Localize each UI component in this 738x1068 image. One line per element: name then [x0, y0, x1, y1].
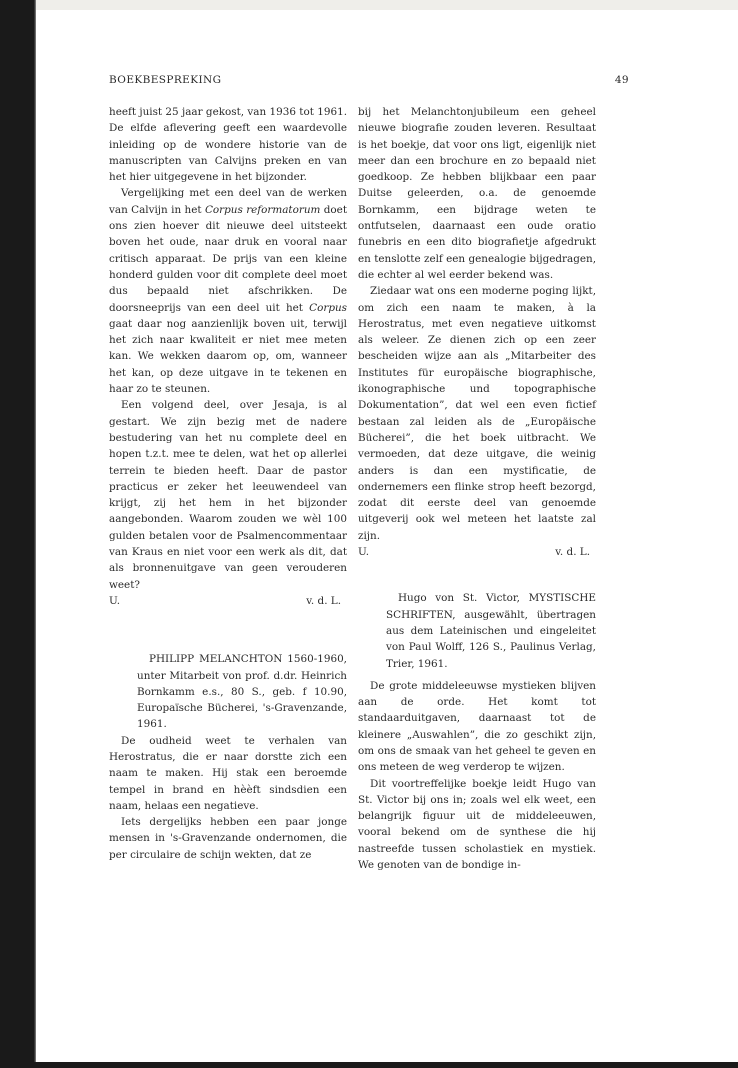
left-paragraph-4: De oudheid weet te verhalen van Herostratus, die er naar dorstte zich een naam te maken. Hij stak een beroemde tempel in brand en hèèft sindsdien een naam, helaas een negatieve. — [109, 734, 347, 812]
left-column — [109, 104, 347, 863]
right-paragraph-3: De grote middeleeuwse mystieken blijven aan de orde. Het komt tot standaarduitgaven, daarnaast tot de kleinere „Auswahlen”, die zo geschikt zijn, om ons de smaak van het geheel te geven en ons meteen de weg verderop te wijzen. — [358, 679, 596, 774]
left-paragraph-5: Iets dergelijks hebben een paar jonge mensen in 's-Gravenzande ondernomen, die per circulaire de schijn wekten, dat ze — [109, 816, 347, 861]
right-paragraph-2: Ziedaar wat ons een moderne poging lijkt, om zich een naam te maken, à la Herostratus, met even negatieve uitkomst als weleer. Ze dienen zich op een zeer bescheiden wijze aan als „Mitarbeiter des Institutes für europäische biographische, ikonographische und topographische Dokumentation”, dat wel een even fictief bestaan zal leiden als de „Europäische Bücherei”, die het boek uitbracht. We vermoeden, dat deze uitgave, die weinig anders is dan een mystificatie, de ondernemers een flinke strop heeft bezorgd, zodat dit eerste deel van genoemde uitgeverij ook wel meteen het laatste zal zijn. — [358, 285, 596, 542]
signature-author: v. d. L. — [306, 594, 341, 607]
right-column — [358, 104, 596, 873]
right-paragraph-1: bij het Melanchtonjubileum een geheel nieuwe biografie zouden leveren. Resultaat is het boekje, dat voor ons ligt, eigenlijk niet meer dan een brochure en zo bepaald niet goedkoop. Ze hebben blijkbaar een paar Duitse geleerden, o.a. de genoemde Bornkamm, een bijdrage weten te ontfutselen, daarnaast een oude oratio funebris en een dito biografietje afgedrukt en tenslotte zelf een genealogie bijgedragen, die echter al wel eerder bekend was. — [358, 106, 596, 281]
corpus-reformatorum-title: Corpus reformatorum — [204, 203, 321, 216]
right-paragraph-4: Dit voortreffelijke boekje leidt Hugo van St. Victor bij ons in; zoals wel elk weet, een belangrijk figuur uit de middeleeuwen, vooral bekend om de synthese die hij nastreefde tussen scholastiek en mystiek. We genoten van de bondige in- — [358, 777, 596, 872]
left-paragraph-1: heeft juist 25 jaar gekost, van 1936 tot 1961. De elfde aflevering geeft een waardevolle inleiding op de wondere historie van de manuscripten van Calvijns preken en van het hier uitgegevene in het bijzonder. — [109, 106, 347, 184]
left-paragraph-3: Een volgend deel, over Jesaja, is al gestart. We zijn bezig met de nadere bestudering van het nu complete deel en hopen t.z.t. mee te delen, wat het op allerlei terrein te bieden heeft. Daar de pastor practicus er zeker het leeuwendeel van krijgt, zij het hem in het bijzonder aangebonden. Waarom zouden we wèl 100 gulden betalen voor de Psalmencommentaar van Kraus en niet voor een werk als dit, dat als bronnenuitgave van geen verouderen weet? — [109, 399, 347, 591]
signature-initial: U. — [358, 546, 370, 559]
corpus-title: Corpus — [309, 301, 347, 314]
left-paragraph-2: Vergelijking met een deel van de werken van Calvijn in het Corpus reformatorum doet ons zien hoever dit nieuwe deel uitsteekt boven het oude, naar druk en vooral naar critisch apparaat. De prijs van een kleine honderd gulden voor dit complete deel moet dus bepaald niet afschrikken. De doorsneeprijs van een deel uit het Corpus gaat daar nog aanzienlijk boven uit, terwijl het zich naar kwaliteit er niet mee meten kan. We wekken daarom op, om, wanneer het kan, op deze uitgave in te tekenen en haar zo te steunen. — [109, 187, 348, 396]
scan-left-edge — [0, 0, 36, 1068]
right-signature — [358, 544, 596, 560]
page-header — [109, 74, 629, 90]
signature-author: v. d. L. — [555, 546, 590, 559]
page-number: 49 — [614, 74, 629, 86]
running-title: BOEKBESPREKING — [109, 74, 222, 86]
review-entry-melanchton: PHILIPP MELANCHTON 1560-1960, unter Mitarbeit von prof. d.dr. Heinrich Bornkamm e.s., 80 S., geb. f 10.90, Europaïsche Bücherei, 's-Gravenzande, 1961. — [137, 653, 347, 731]
scan-bottom-edge — [0, 1062, 738, 1068]
review-entry-hugo: Hugo von St. Victor, MYSTISCHE SCHRIFTEN, ausgewählt, übertragen aus dem Lateinischen und eingeleitet von Paul Wolff, 126 S., Paulinus Verlag, Trier, 1961. — [386, 592, 596, 670]
signature-initial: U. — [109, 594, 121, 607]
left-signature — [109, 593, 347, 609]
